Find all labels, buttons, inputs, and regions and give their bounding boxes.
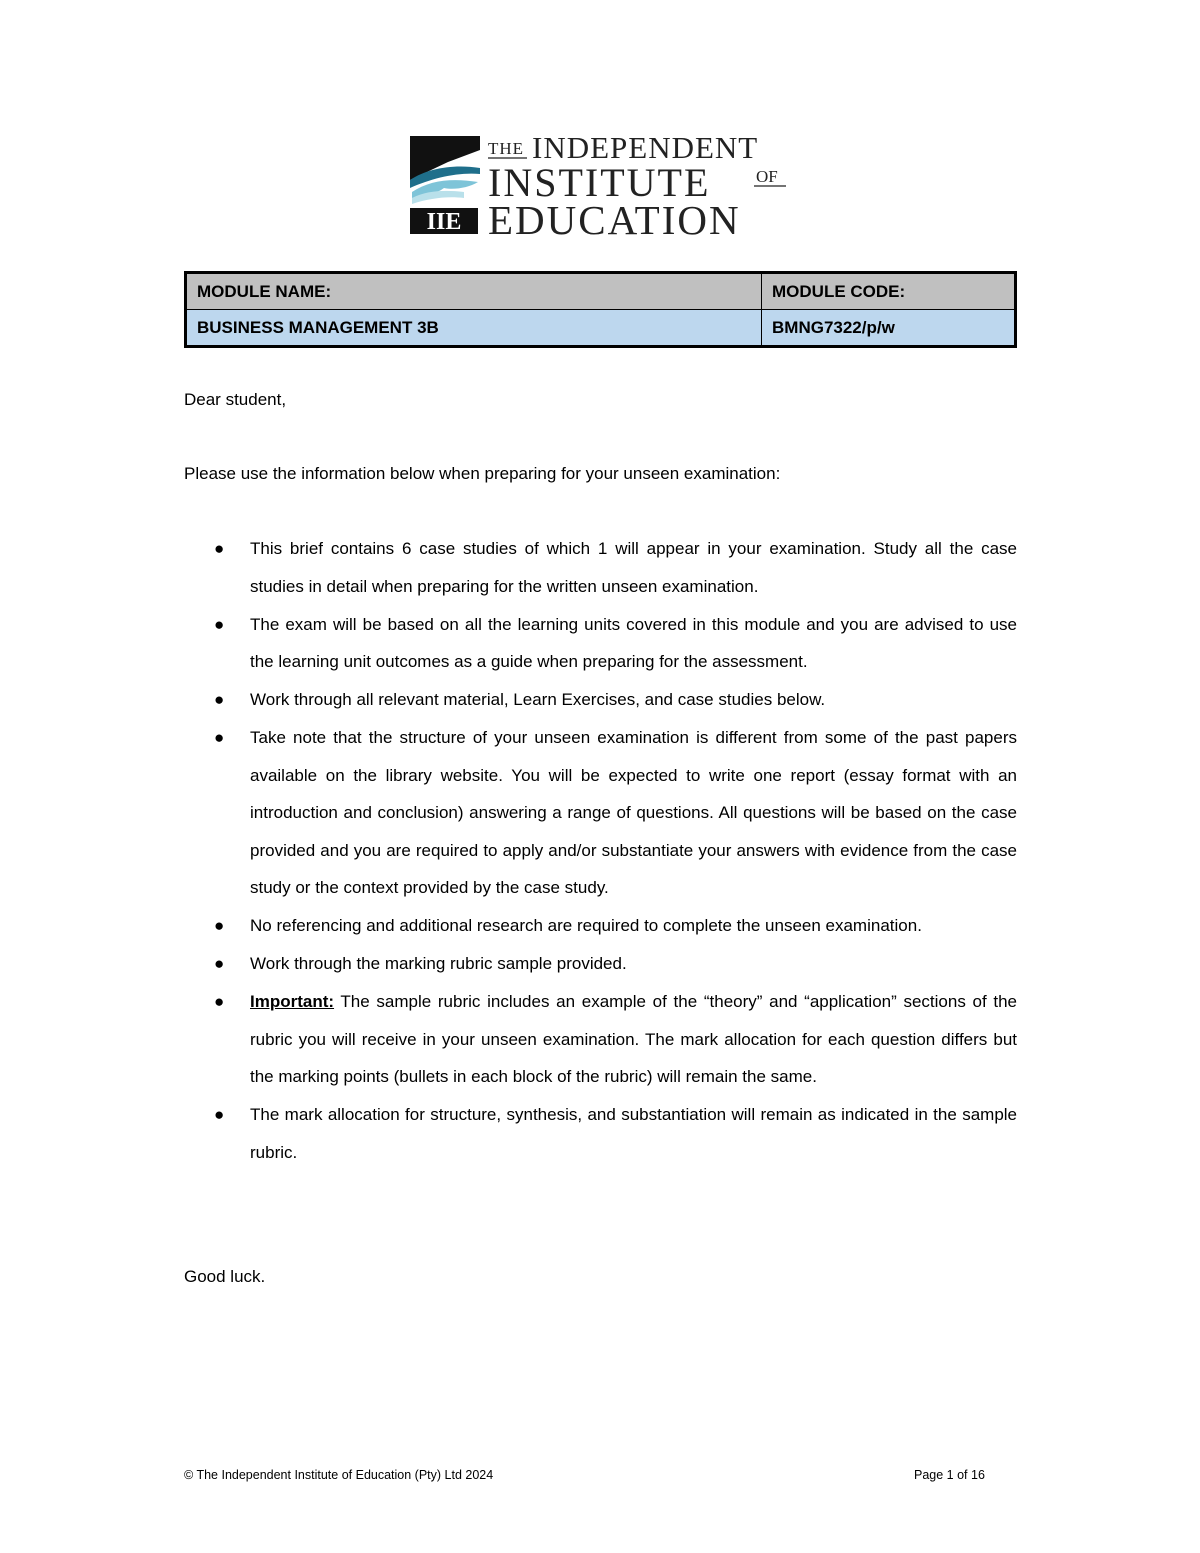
bullet-icon: ● xyxy=(214,539,225,558)
iie-logo xyxy=(408,128,790,238)
bullet-icon: ● xyxy=(214,992,225,1011)
book-emblem-icon xyxy=(410,136,480,204)
bullet-icon: ● xyxy=(214,954,225,973)
svg-text:EDUCATION: EDUCATION xyxy=(488,197,741,238)
important-label: Important: xyxy=(250,992,335,1011)
list-item: ● Work through the marking rubric sample provided. xyxy=(184,945,1017,983)
svg-text:IIE: IIE xyxy=(426,209,462,235)
list-item: ● The exam will be based on all the learning units covered in this module and you are advised to use the learning unit outcomes as a guide when preparing for the assessment. xyxy=(184,606,1017,681)
module-table-header-row xyxy=(186,273,1016,310)
svg-text:OF: OF xyxy=(756,167,778,186)
list-item: ● The mark allocation for structure, synthesis, and substantiation will remain as indicated in the sample rubric. xyxy=(184,1096,1017,1171)
list-item: ● No referencing and additional research are required to complete the unseen examination. xyxy=(184,907,1017,945)
svg-text:THE: THE xyxy=(488,139,525,158)
intro-paragraph: Please use the information below when preparing for your unseen examination: xyxy=(184,464,781,483)
closing-line: Good luck. xyxy=(184,1267,266,1286)
bullet-icon: ● xyxy=(214,916,225,935)
list-item: ● Take note that the structure of your unseen examination is different from some of the past papers available on the library website. You will be expected to write one report (essay format with an introduction and conclusion) answering a range of questions. All questions will be based on the case provided and you are required to apply and/or substantiate your answers with evidence from the case study or the context provided by the case study. xyxy=(184,719,1017,907)
bullet-icon: ● xyxy=(214,728,225,747)
svg-text:INDEPENDENT: INDEPENDENT xyxy=(532,130,759,165)
list-item: ● This brief contains 6 case studies of which 1 will appear in your examination. Study all the case studies in detail when preparing for the written unseen examination. xyxy=(184,530,1017,605)
footer-page-number: Page 1 of 16 xyxy=(914,1468,985,1482)
instructions-list xyxy=(184,530,1017,1172)
footer-copyright: © The Independent Institute of Education (Pty) Ltd 2024 xyxy=(184,1468,494,1482)
list-item: ● Important: The sample rubric includes an example of the “theory” and “application” sections of the rubric you will receive in your unseen examination. The mark allocation for each question differs but the marking points (bullets in each block of the rubric) will remain the same. xyxy=(184,983,1017,1096)
bullet-icon: ● xyxy=(214,1105,225,1124)
module-code-label: MODULE CODE: xyxy=(762,273,1016,310)
bullet-icon: ● xyxy=(214,614,225,634)
greeting: Dear student, xyxy=(184,390,287,409)
module-code-value: BMNG7322/p/w xyxy=(762,310,1016,347)
module-info-table xyxy=(184,271,1017,348)
svg-text:INSTITUTE: INSTITUTE xyxy=(488,160,711,205)
module-name-value: BUSINESS MANAGEMENT 3B xyxy=(186,310,762,347)
list-item: ● Work through all relevant material, Learn Exercises, and case studies below. xyxy=(184,681,1017,719)
module-name-label: MODULE NAME: xyxy=(186,273,762,310)
module-table-value-row xyxy=(186,310,1016,347)
bullet-icon: ● xyxy=(214,690,225,709)
